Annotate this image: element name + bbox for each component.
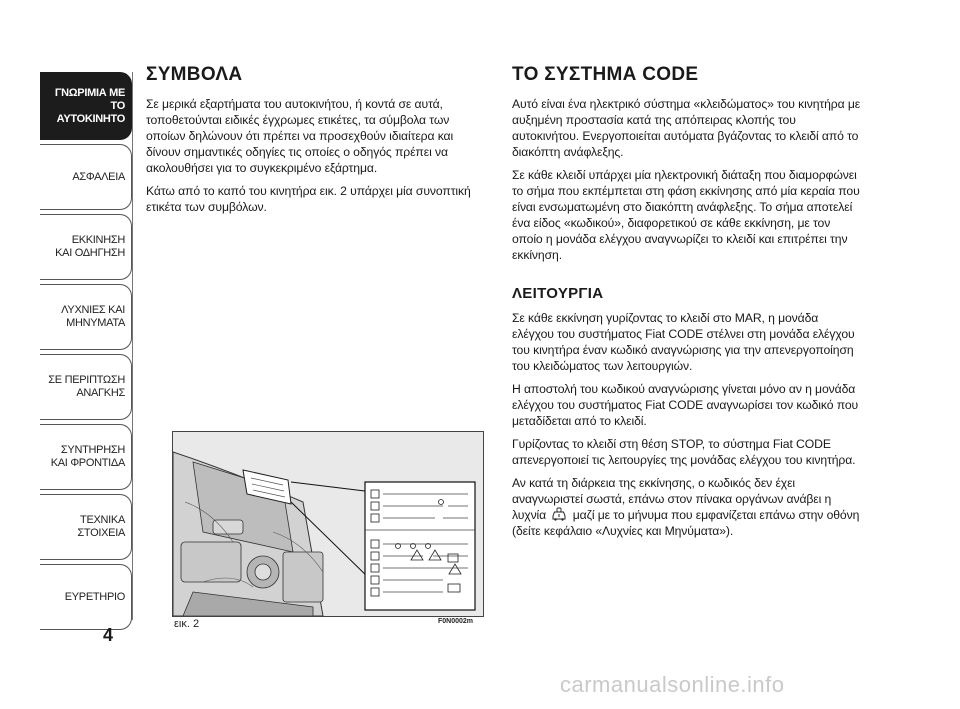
symbols-paragraph-1: Σε μερικά εξαρτήματα του αυτοκινήτου, ή κοντά σε αυτά, τοποθετούνται ειδικές έγχρωμες ετικέτες, τα σύμβολα των οποίων δηλώνουν ότι πρέπει να προσεχθούν ιδιαίτερα και δίνουν σημαντικές οδηγίες τις οποίες ο οδηγός πρέπει να ακολουθήσει για το συγκεκριμένο εξάρτημα.	[146, 97, 454, 175]
section-title-code-system: ΤΟ ΣΥΣΤΗΜΑ CODE	[512, 64, 699, 85]
tab-starting-driving[interactable]: ΕΚΚΙΝΗΣΗ ΚΑΙ ΟΔΗΓΗΣΗ	[40, 214, 132, 280]
tab-technical-data[interactable]: ΤΕΧΝΙΚΑ ΣΤΟΙΧΕΙΑ	[40, 494, 132, 560]
operation-paragraph-4-end: μαζί με το μήνυμα που εμφανίζεται επάνω στην οθόνη (δείτε κεφάλαιο «Λυχνίες και Μηνύματα»).	[512, 508, 860, 538]
tab-index[interactable]: ΕΥΡΕΤΗΡΙΟ	[40, 564, 132, 630]
tab-getting-to-know[interactable]: ΓΝΩΡΙΜΙΑ ΜΕ ΤΟ ΑΥΤΟΚΙΝΗΤΟ	[40, 72, 132, 140]
tab-maintenance[interactable]: ΣΥΝΤΗΡΗΣΗ ΚΑΙ ΦΡΟΝΤΙΔΑ	[40, 424, 132, 490]
watermark: carmanualsonline.info	[560, 672, 785, 697]
operation-paragraph-4-start: Αν κατά τη διάρκεια της εκκίνησης, ο κωδικός δεν έχει αναγνωριστεί σωστά, επάνω στον πίνακα οργάνων ανάβει η λυχνία	[512, 476, 832, 522]
operation-paragraph-4	[512, 475, 862, 539]
tab-warning-lights[interactable]: ΛΥΧΝΙΕΣ ΚΑΙ ΜΗΝΥΜΑΤΑ	[40, 284, 132, 350]
chapter-sidebar	[40, 72, 132, 634]
section-title-operation: ΛΕΙΤΟΥΡΓΙΑ	[512, 285, 604, 302]
engine-bay-figure	[172, 431, 484, 617]
tab-emergency[interactable]: ΣΕ ΠΕΡΙΠΤΩΣΗ ΑΝΑΓΚΗΣ	[40, 354, 132, 420]
tab-safety[interactable]: ΑΣΦΑΛΕΙΑ	[40, 144, 132, 210]
engine-bay-illustration	[173, 432, 483, 616]
code-paragraph-1: Αυτό είναι ένα ηλεκτρικό σύστημα «κλειδώματος» του κινητήρα με αυξημένη προστασία κατά της απόπειρας κλοπής του αυτοκινήτου. Ενεργοποιείται αυτόματα βγάζοντας το κλειδί από το διακόπτη ανάφλεξης.	[512, 97, 861, 159]
car-lock-warning-icon	[551, 507, 567, 521]
operation-paragraph-1: Σε κάθε εκκίνηση γυρίζοντας το κλειδί στο MAR, η μονάδα ελέγχου του συστήματος Fiat CODE στέλνει στη μονάδα ελέγχου του κινητήρα έναν κωδικό αναγνώρισης για την απενεργοποίηση του κλειδώματος των λειτουργιών.	[512, 311, 855, 373]
operation-paragraph-2: Η αποστολή του κωδικού αναγνώρισης γίνεται μόνο αν η μονάδα ελέγχου του συστήματος Fiat CODE αναγνωρίσει τον κωδικό που μεταδίδεται από το κλειδί.	[512, 382, 859, 428]
operation-paragraph-3: Γυρίζοντας το κλειδί στη θέση STOP, το σύστημα Fiat CODE απενεργοποιεί τις λειτουργίες της μονάδας ελέγχου του κινητήρα.	[512, 437, 856, 467]
figure-code: F0N0002m	[438, 618, 474, 625]
figure-caption: εικ. 2	[174, 618, 200, 630]
page-number: 4	[103, 625, 114, 645]
symbols-paragraph-2: Κάτω από το καπό του κινητήρα εικ. 2 υπάρχει μία συνοπτική ετικέτα των συμβόλων.	[146, 184, 471, 214]
code-system-section	[512, 64, 862, 546]
symbols-section	[146, 64, 481, 222]
code-paragraph-2: Σε κάθε κλειδί υπάρχει μία ηλεκτρονική διάταξη που διαμορφώνει το σήμα που εκπέμπεται στη φάση εκκίνησης από μία κεραία που είναι ενσωματωμένη στο διακόπτη ανάφλεξης. Το σήμα αποτελεί ένα είδος «κωδικού», διαφορετικού σε κάθε εκκίνηση, με τον οποίο η μονάδα ελέγχου αναγνωρίζει το κλειδί και επιτρέπει την εκκίνηση.	[512, 168, 860, 262]
sidebar-divider	[132, 72, 133, 620]
section-title-symbols: ΣΥΜΒΟΛΑ	[146, 64, 243, 85]
